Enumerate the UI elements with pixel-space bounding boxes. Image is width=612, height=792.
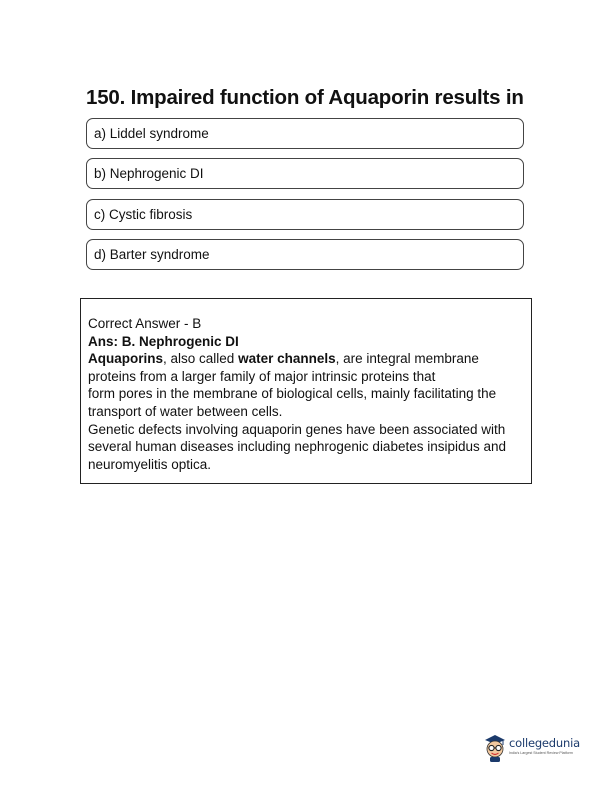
option-b[interactable]: b) Nephrogenic DI bbox=[86, 158, 524, 189]
answer-heading: Ans: B. Nephrogenic DI bbox=[88, 333, 239, 349]
explanation-paragraph-3: Genetic defects involving aquaporin genes have been associated with several human diseases including nephrogenic diabetes insipidus and neuromyelitis optica. bbox=[88, 421, 507, 472]
answer-explanation-box bbox=[80, 298, 532, 484]
correct-answer-line: Correct Answer - B bbox=[88, 316, 202, 331]
mascot-icon bbox=[482, 730, 508, 762]
explanation-paragraph-2: form pores in the membrane of biological cells, mainly facilitating the transport of water between cells. bbox=[88, 386, 497, 419]
explanation-paragraph-1: Aquaporins, also called water channels, are integral membrane proteins from a larger family of major intrinsic proteins that bbox=[88, 351, 479, 384]
option-d[interactable]: d) Barter syndrome bbox=[86, 239, 524, 270]
term-water-channels: water channels bbox=[238, 351, 336, 367]
collegedunia-logo bbox=[482, 730, 592, 764]
question-title: 150. Impaired function of Aquaporin results in bbox=[86, 86, 524, 109]
option-c[interactable]: c) Cystic fibrosis bbox=[86, 199, 524, 230]
logo-tagline: India's Largest Student Review Platform bbox=[509, 751, 573, 755]
logo-wordmark: collegedunia bbox=[509, 736, 580, 750]
term-aquaporins: Aquaporins bbox=[88, 351, 164, 367]
option-a[interactable]: a) Liddel syndrome bbox=[86, 118, 524, 149]
